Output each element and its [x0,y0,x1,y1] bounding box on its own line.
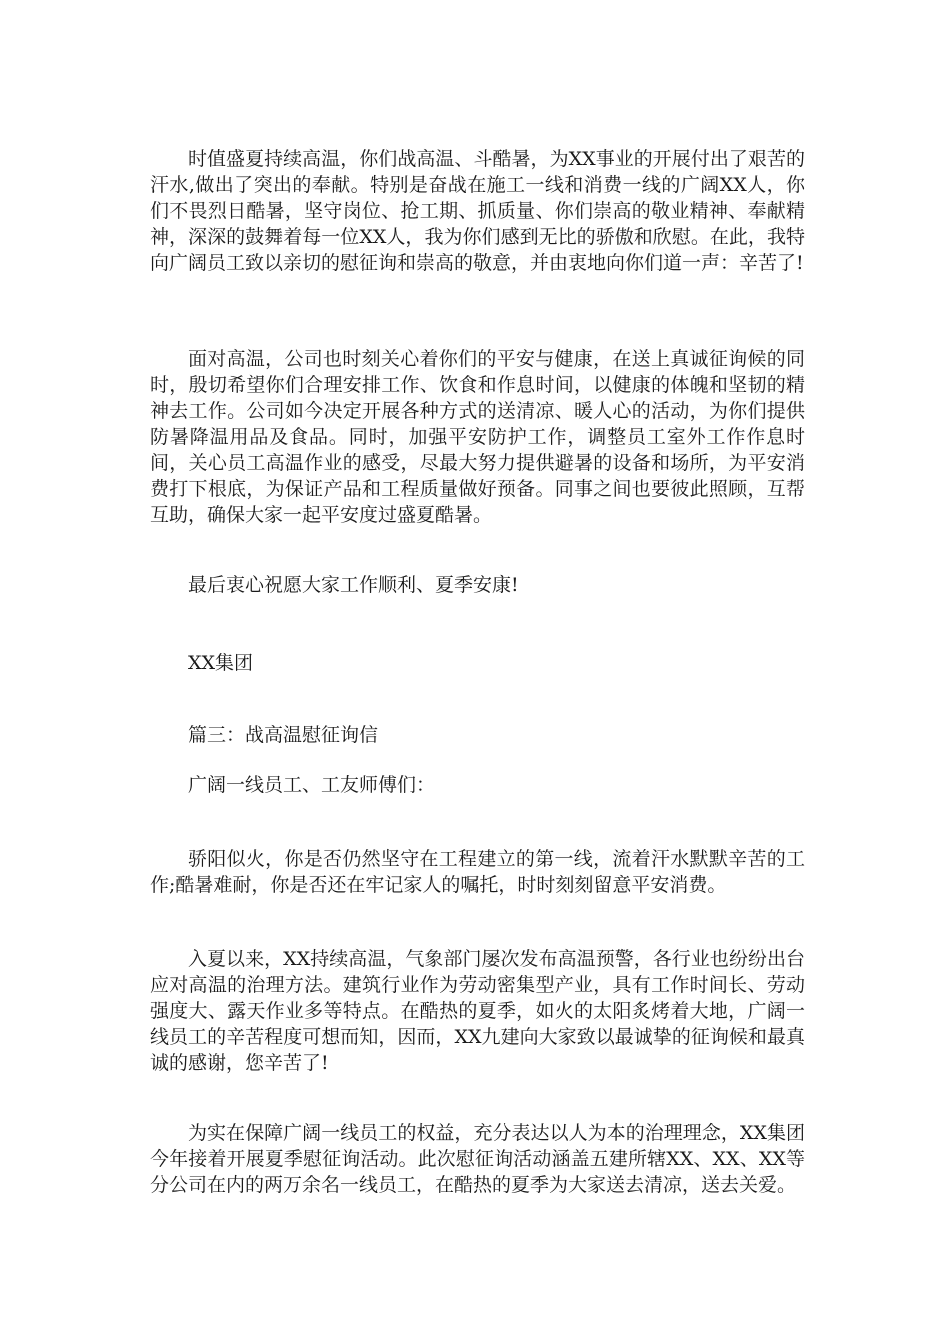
salutation: 广阔一线员工、工友师傅们： [188,774,436,796]
paragraph-protect-rights: 为实在保障广阔一线员工的权益，充分表达以人为本的治理理念，XX集团今年接着开展夏季慰征询活动。此次慰征询活动涵盖五建所辖XX、XX、XX等分公司在内的两万余名一线员工，在酷热的夏季为大家送去清凉，送去关爱。 [150,1122,805,1196]
paragraph-company-care: 面对高温，公司也时刻关心着你们的平安与健康，在送上真诚征询候的同时，殷切希望你们合理安排工作、饮食和作息时间，以健康的体魄和坚韧的精神去工作。公司如今决定开展各种方式的送清凉、暖人心的活动，为你们提供防暑降温用品及食品。同时，加强平安防护工作，调整员工室外工作作息时间，关心员工高温作业的感受，尽最大努力提供避暑的设备和场所，为平安消费打下根底，为保证产品和工程质量做好预备。同事之间也要彼此照顾，互帮互助，确保大家一起平安度过盛夏酷暑。 [150,348,805,526]
paragraph-sun-fire: 骄阳似火，你是否仍然坚守在工程建立的第一线，流着汗水默默辛苦的工作;酷暑难耐，你是否还在牢记家人的嘱托，时时刻刻留意平安消费。 [150,848,805,896]
section-heading: 篇三：战高温慰征询信 [188,724,379,746]
paragraph-greeting-summer: 时值盛夏持续高温，你们战高温、斗酷暑，为XX事业的开展付出了艰苦的汗水,做出了突出的奉献。特别是奋战在施工一线和消费一线的广阔XX人，你们不畏烈日酷暑，坚守岗位、抢工期、抓质量、你们崇高的敬业精神、奉献精神，深深的鼓舞着每一位XX人，我为你们感到无比的骄傲和欣慰。在此，我特向广阔员工致以亲切的慰征询和崇高的敬意，并由衷地向你们道一声：辛苦了! [150,148,805,274]
paragraph-closing-wish: 最后衷心祝愿大家工作顺利、夏季安康! [188,574,519,596]
signature-company: XX集团 [188,652,254,674]
paragraph-since-summer: 入夏以来，XX持续高温，气象部门屡次发布高温预警，各行业也纷纷出台应对高温的治理方法。建筑行业作为劳动密集型产业，具有工作时间长、劳动强度大、露天作业多等特点。在酷热的夏季，如火的太阳炙烤着大地，广阔一线员工的辛苦程度可想而知，因而，XX九建向大家致以最诚挚的征询候和最真诚的感谢，您辛苦了! [150,948,805,1074]
